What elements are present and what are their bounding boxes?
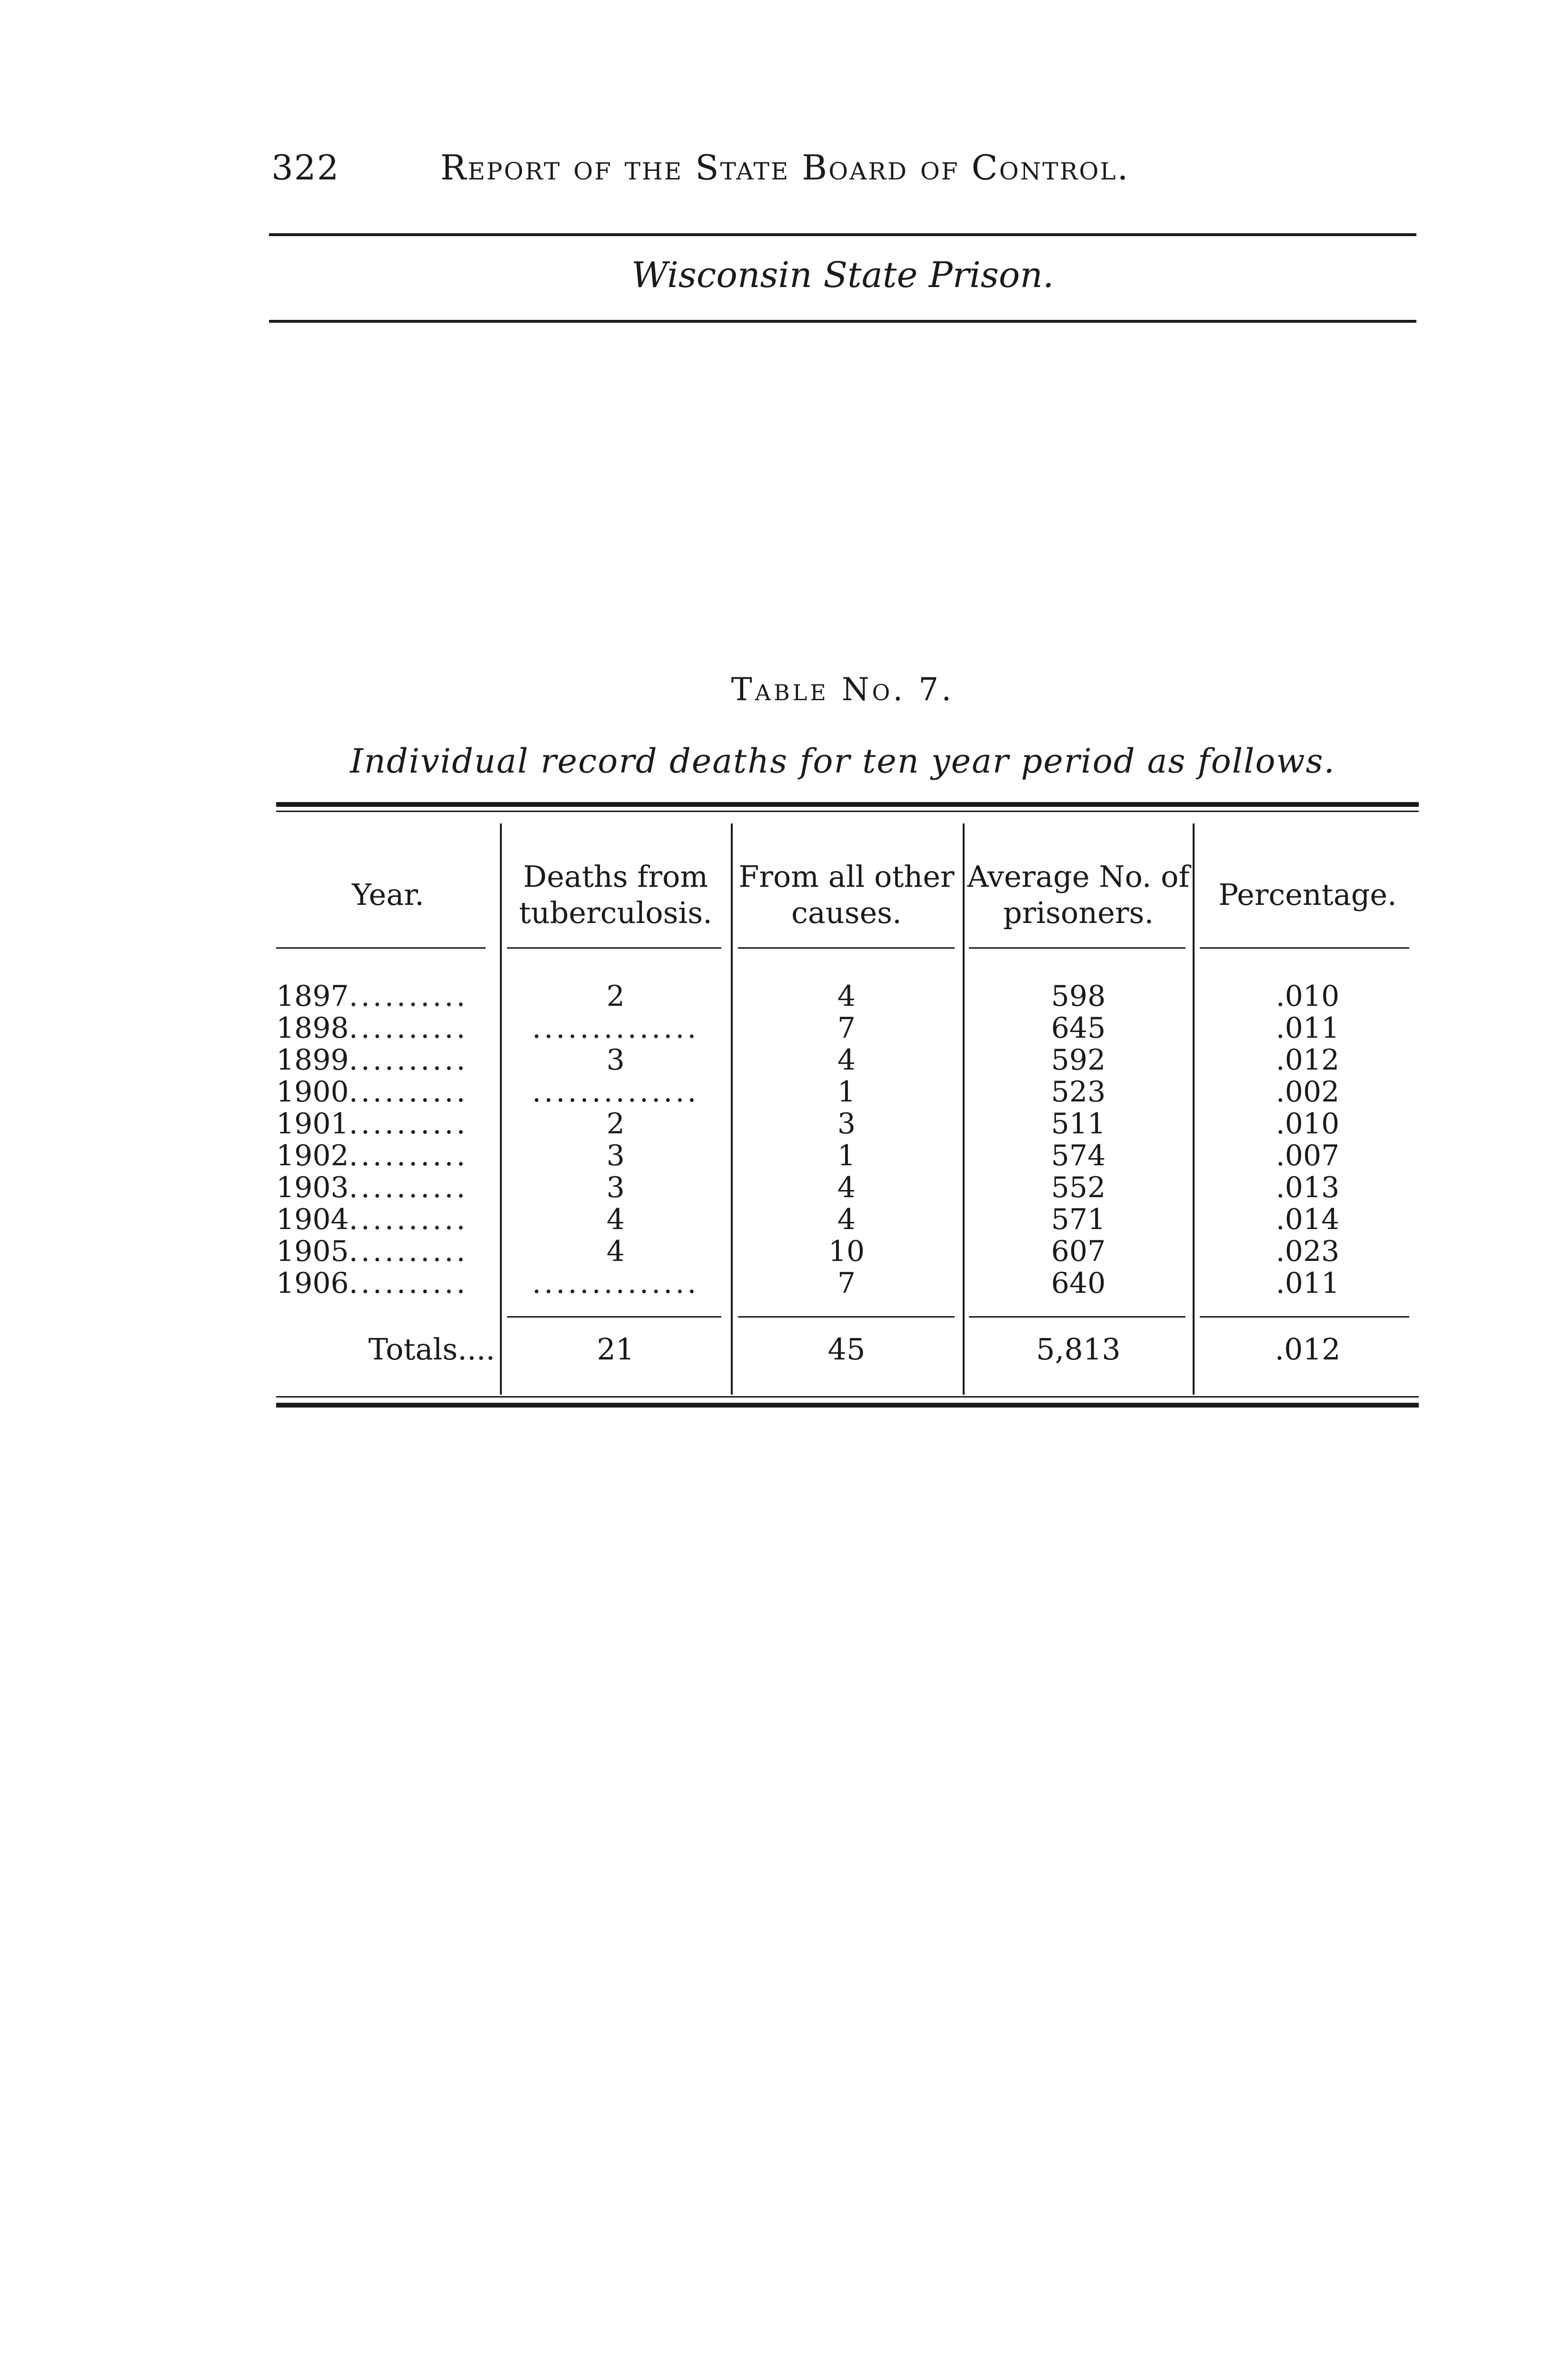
table-caption: Individual record deaths for ten year period as follows.: [350, 742, 1335, 781]
table-row-year: 1902..........: [276, 1140, 468, 1172]
cell-percentage: .002: [1275, 1076, 1340, 1108]
cell-percentage: .012: [1275, 1044, 1340, 1076]
cell-other-causes: 4: [837, 1044, 856, 1076]
cell-tuberculosis: 2: [606, 981, 625, 1012]
cell-percentage: .010: [1275, 1108, 1340, 1140]
cell-percentage: .011: [1275, 1268, 1340, 1299]
header-underline: [507, 947, 721, 949]
cell-percentage: .014: [1275, 1204, 1340, 1236]
header-underline: [1200, 947, 1409, 949]
section-title: Wisconsin State Prison.: [631, 255, 1054, 296]
totals-rule: [507, 1316, 721, 1318]
cell-tuberculosis: 3: [606, 1172, 625, 1204]
cell-average-prisoners: 511: [1051, 1108, 1106, 1140]
header-other-causes: From all other causes.: [738, 859, 955, 930]
table-top-rule: [276, 802, 1419, 807]
cell-other-causes: 1: [837, 1076, 856, 1108]
cell-percentage: .023: [1275, 1236, 1340, 1268]
cell-other-causes: 4: [837, 1204, 856, 1236]
table-row-year: 1899..........: [276, 1044, 468, 1076]
header-average-prisoners: Average No. of prisoners.: [967, 859, 1190, 930]
totals-tuberculosis: 21: [597, 1332, 635, 1367]
table-bottom-rule-thin: [276, 1396, 1419, 1398]
header-year: Year.: [352, 877, 424, 912]
table-number: Table No. 7.: [731, 671, 955, 708]
page-number: 322: [271, 148, 340, 188]
column-divider: [500, 823, 502, 1395]
cell-other-causes: 4: [837, 981, 856, 1012]
average-prisoners-column: [966, 981, 1190, 1299]
cell-tuberculosis: 4: [606, 1204, 625, 1236]
cell-average-prisoners: 571: [1051, 1204, 1106, 1236]
cell-other-causes: 4: [837, 1172, 856, 1204]
cell-percentage: .011: [1275, 1012, 1340, 1044]
cell-tuberculosis: 4: [606, 1236, 625, 1268]
header-percentage: Percentage.: [1218, 877, 1397, 912]
cell-percentage: .007: [1275, 1140, 1340, 1172]
cell-average-prisoners: 598: [1051, 981, 1106, 1012]
table-row-year: 1898..........: [276, 1012, 468, 1044]
column-divider: [963, 823, 965, 1395]
running-head: [271, 143, 1414, 200]
totals-percentage: .012: [1275, 1332, 1341, 1367]
cell-other-causes: 1: [837, 1140, 856, 1172]
header-underline: [276, 947, 486, 949]
column-divider: [1193, 823, 1195, 1395]
header-tuberculosis: Deaths from tuberculosis.: [519, 859, 712, 930]
cell-average-prisoners: 574: [1051, 1140, 1106, 1172]
cell-average-prisoners: 645: [1051, 1012, 1106, 1044]
cell-average-prisoners: 523: [1051, 1076, 1106, 1108]
totals-other-causes: 45: [827, 1332, 866, 1367]
header-underline: [738, 947, 955, 949]
cell-tuberculosis: ..............: [532, 1268, 699, 1299]
cell-percentage: .010: [1275, 981, 1340, 1012]
cell-tuberculosis: 3: [606, 1044, 625, 1076]
header-underline: [969, 947, 1185, 949]
table-row-year: 1900..........: [276, 1076, 468, 1108]
cell-other-causes: 7: [837, 1268, 856, 1299]
totals-label: Totals....: [368, 1332, 495, 1367]
header-rule-bottom: [269, 320, 1416, 323]
cell-tuberculosis: ..............: [532, 1012, 699, 1044]
totals-average-prisoners: 5,813: [1036, 1332, 1121, 1367]
cell-average-prisoners: 607: [1051, 1236, 1106, 1268]
year-column: [276, 981, 495, 1299]
table-row-year: 1906..........: [276, 1268, 468, 1299]
tuberculosis-column: [504, 981, 727, 1299]
table-row-year: 1904..........: [276, 1204, 468, 1236]
deaths-table: [276, 802, 1419, 1414]
totals-rule: [738, 1316, 955, 1318]
table-row-year: 1897..........: [276, 981, 468, 1012]
cell-tuberculosis: ..............: [532, 1076, 699, 1108]
table-row-year: 1905..........: [276, 1236, 468, 1268]
cell-average-prisoners: 552: [1051, 1172, 1106, 1204]
table-top-rule-thin: [276, 811, 1419, 812]
header-rule-top: [269, 233, 1416, 236]
totals-rule: [1200, 1316, 1409, 1318]
table-bottom-rule: [276, 1403, 1419, 1408]
totals-rule: [969, 1316, 1185, 1318]
cell-other-causes: 3: [837, 1108, 856, 1140]
table-row-year: 1901..........: [276, 1108, 468, 1140]
cell-tuberculosis: 2: [606, 1108, 625, 1140]
cell-tuberculosis: 3: [606, 1140, 625, 1172]
cell-average-prisoners: 640: [1051, 1268, 1106, 1299]
table-row-year: 1903..........: [276, 1172, 468, 1204]
cell-average-prisoners: 592: [1051, 1044, 1106, 1076]
column-divider: [731, 823, 733, 1395]
cell-percentage: .013: [1275, 1172, 1340, 1204]
other-causes-column: [735, 981, 958, 1299]
report-title: Report of the State Board of Control.: [440, 148, 1130, 188]
cell-other-causes: 10: [828, 1236, 865, 1268]
percentage-column: [1196, 981, 1419, 1299]
cell-other-causes: 7: [837, 1012, 856, 1044]
